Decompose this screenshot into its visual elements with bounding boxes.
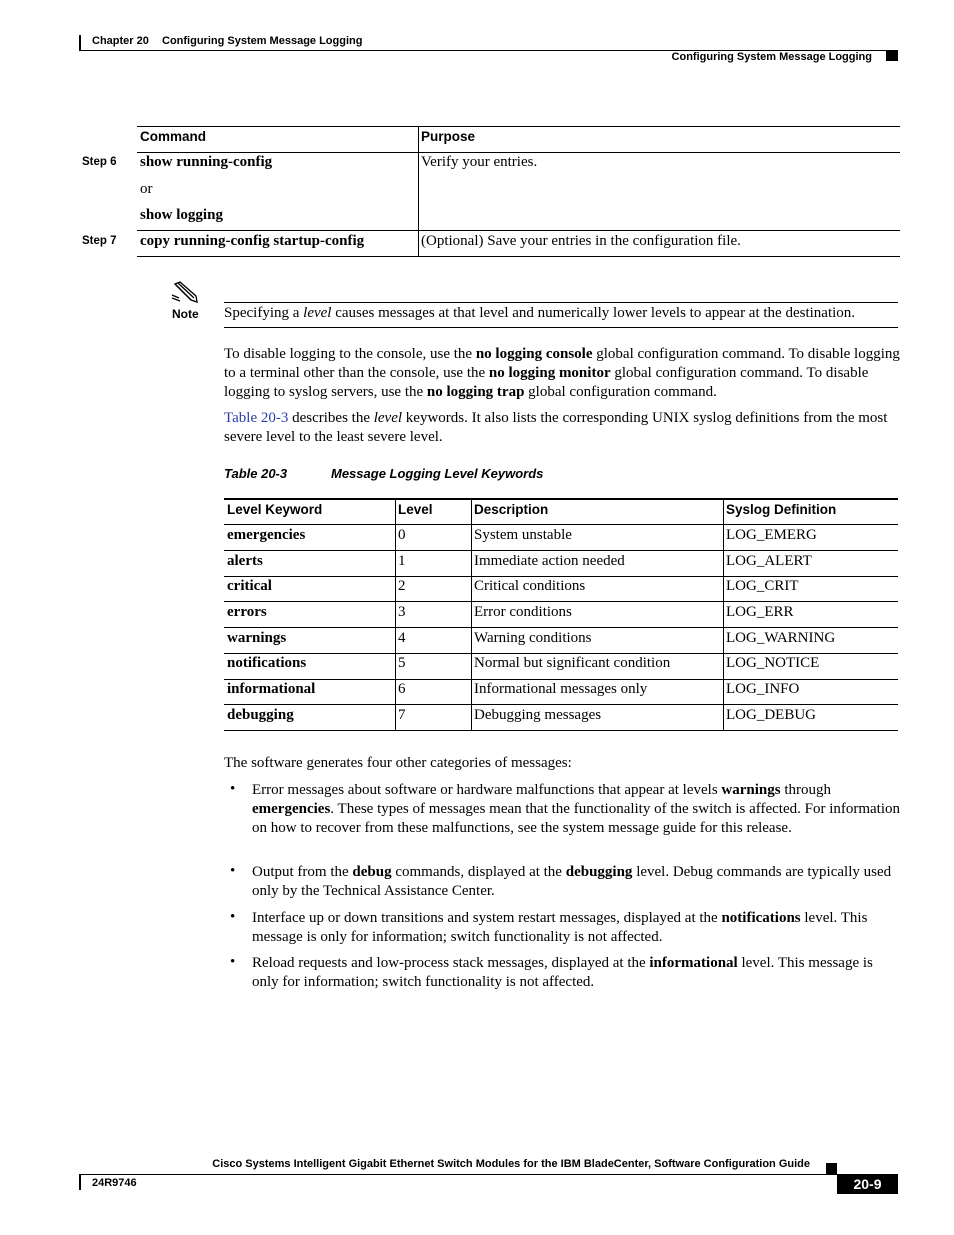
column-header-level: Level [398,502,433,517]
levels-table-row-rule [224,576,898,577]
table-reference-link[interactable]: Table 20-3 [224,410,289,426]
level-number: 4 [398,630,406,646]
syslog-definition: LOG_INFO [726,681,800,697]
footer-vertical-rule [79,1174,81,1190]
level-keyword: alerts [227,553,263,569]
steps-table-header-rule [137,152,900,153]
list-item: Interface up or down transitions and system restart messages, displayed at the notifications level. This message is only for information; switch functionality is not affected. [252,910,868,945]
pencil-icon [170,281,200,303]
level-number: 2 [398,578,406,594]
page-number: 20-9 [837,1174,898,1194]
header-chapter-title: Configuring System Message Logging [162,35,363,47]
header-section-title: Configuring System Message Logging [671,51,872,63]
header-chapter: Chapter 20 [92,35,149,47]
command-text: show running-config [140,154,273,170]
paragraph-disable-logging: To disable logging to the console, use the no logging console global configuration command. To disable logging to a terminal other than the console, use the no logging monitor global configuration command. To disable logging to syslog servers, use the no logging trap global configuration command. [224,346,900,400]
level-description: Debugging messages [474,707,602,723]
note-bottom-rule [224,327,898,328]
footer-book-title: Cisco Systems Intelligent Gigabit Ethernet Switch Modules for the IBM BladeCenter, Software Configuration Guide [212,1158,810,1170]
levels-table-row-rule [224,679,898,680]
command-text: show logging [140,207,223,223]
level-number: 7 [398,707,406,723]
column-header-purpose: Purpose [421,129,476,144]
purpose-text: Verify your entries. [421,154,538,170]
column-header-syslog-definition: Syslog Definition [726,502,837,517]
syslog-definition: LOG_DEBUG [726,707,816,723]
syslog-definition: LOG_WARNING [726,630,836,646]
levels-table-row-rule [224,627,898,628]
syslog-definition: LOG_NOTICE [726,655,820,671]
level-keyword: informational [227,681,316,697]
bullet-marker: • [230,909,236,925]
level-number: 1 [398,553,406,569]
header-marker [886,51,898,61]
purpose-text: (Optional) Save your entries in the configuration file. [421,233,741,249]
level-description: Informational messages only [474,681,648,697]
level-description: System unstable [474,527,572,543]
command-text: copy running-config startup-config [140,233,365,249]
levels-table-row-rule [224,653,898,654]
step-label: Step 6 [82,156,117,168]
level-description: Immediate action needed [474,553,625,569]
note-label: Note [172,307,199,321]
syslog-definition: LOG_EMERG [726,527,817,543]
level-keyword: critical [227,578,272,594]
level-description: Normal but significant condition [474,655,671,671]
levels-table-column-rule [471,499,472,730]
step-label: Step 7 [82,235,117,247]
bullet-marker: • [230,954,236,970]
note-top-rule [224,302,898,303]
column-header-level-keyword: Level Keyword [227,502,323,517]
level-keyword: debugging [227,707,294,723]
footer-part-number: 24R9746 [92,1177,137,1189]
steps-table-column-rule [418,126,419,257]
levels-table-row-rule [224,601,898,602]
levels-table-row-rule [224,550,898,551]
level-description: Critical conditions [474,578,586,594]
list-item: Output from the debug commands, displayed at the debugging level. Debug commands are typically used only by the Technical Assistance Center. [252,864,892,899]
table-caption-title: Message Logging Level Keywords [331,466,544,481]
levels-table-bottom-rule [224,730,898,731]
levels-table-row-rule [224,704,898,705]
level-keyword: notifications [227,655,307,671]
syslog-definition: LOG_ERR [726,604,794,620]
table-caption-number: Table 20-3 [224,466,288,481]
level-description: Error conditions [474,604,572,620]
footer-rule [80,1174,898,1175]
level-number: 5 [398,655,406,671]
syslog-definition: LOG_CRIT [726,578,799,594]
steps-table-bottom-rule [137,256,900,257]
level-description: Warning conditions [474,630,592,646]
level-keyword: errors [227,604,267,620]
levels-table-column-rule [395,499,396,730]
footer-marker [826,1163,837,1174]
level-number: 3 [398,604,406,620]
steps-table-top-rule [137,126,900,127]
level-keyword: emergencies [227,527,306,543]
bullet-marker: • [230,781,236,797]
column-header-command: Command [140,129,207,144]
list-item: Reload requests and low-process stack messages, displayed at the informational level. This message is only for information; switch functionality is not affected. [252,955,873,990]
levels-table-header-rule [224,524,898,525]
paragraph-table-intro: Table 20-3 describes the level keywords. It also lists the corresponding UNIX syslog definitions from the most severe level to the least severe level. [224,410,888,445]
levels-table-top-rule [224,498,898,500]
header-vertical-rule [79,35,81,51]
level-keyword: warnings [227,630,287,646]
steps-table-row-rule [137,230,900,231]
syslog-definition: LOG_ALERT [726,553,812,569]
list-item: Error messages about software or hardware malfunctions that appear at levels warnings through emergencies. These types of messages mean that the functionality of the switch is affected. For information on how to recover from these malfunctions, see the system message guide for this release. [252,782,901,836]
or-text: or [140,181,153,197]
bullet-marker: • [230,863,236,879]
column-header-description: Description [474,502,549,517]
paragraph-categories-intro: The software generates four other categories of messages: [224,755,572,771]
level-number: 6 [398,681,406,697]
levels-table-column-rule [723,499,724,730]
level-number: 0 [398,527,406,543]
note-text: Specifying a level causes messages at that level and numerically lower levels to appear at the destination. [224,305,856,321]
